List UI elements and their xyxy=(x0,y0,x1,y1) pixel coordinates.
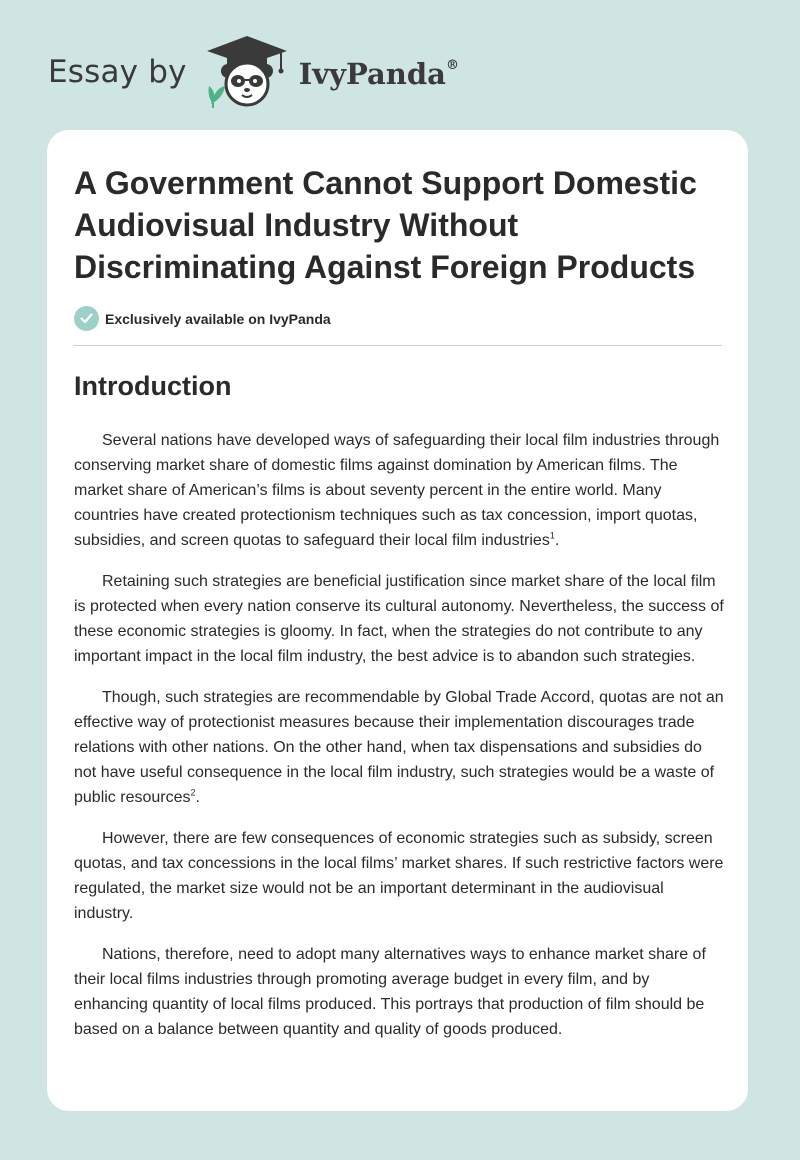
essay-by-label: Essay by xyxy=(48,54,187,90)
brand-name: IvyPanda xyxy=(298,57,446,91)
check-circle-icon xyxy=(74,306,99,331)
paragraph: Retaining such strategies are beneficial justification since market share of the local film is protected when every nation conserve its cultural autonomy. Nevertheless, the success of these economic strategies is gloomy. In fact, when the strategies do not contribute to any important impact in the local film industry, the best advice is to abandon such strategies. xyxy=(74,573,724,665)
footnote-ref[interactable]: 1 xyxy=(549,530,555,541)
essay-card xyxy=(47,130,748,1111)
footnote-ref[interactable]: 2 xyxy=(190,787,196,798)
registered-mark: ® xyxy=(445,58,459,74)
site-header xyxy=(48,34,459,110)
paragraph: Several nations have developed ways of safeguarding their local film industries through conserving market share of domestic films against domination by American films. The market share of American’s films is about seventy percent in the entire world. Many countries have created protectionism techniques such as tax concession, import quotas, subsidies, and screen quotas to safeguard their local film industries$^1$. xyxy=(74,432,720,549)
paragraph: Though, such strategies are recommendable by Global Trade Accord, quotas are not an effective way of protectionist measures because their implementation discourages trade relations with other nations. On the other hand, when tax dispensations and subsidies do not have useful consequence in the local film industry, such strategies would be a waste of public resources$^2$. xyxy=(74,689,724,806)
essay-body xyxy=(74,428,724,1058)
panda-graduate-logo-icon[interactable] xyxy=(201,34,293,110)
exclusive-label: Exclusively available on IvyPanda xyxy=(105,310,331,327)
paragraph: Nations, therefore, need to adopt many alternatives ways to enhance market share of their local films industries through promoting average budget in every film, and by enhancing quantity of local films produced. This portrays that production of film should be based on a balance between quantity and quality of goods produced. xyxy=(74,946,706,1038)
section-heading: Introduction xyxy=(74,371,232,401)
divider xyxy=(74,345,722,346)
paragraph: However, there are few consequences of economic strategies such as subsidy, screen quotas, and tax concessions in the local films’ market shares. If such restrictive factors were regulated, the market size would not be an important determinant in the audiovisual industry. xyxy=(74,830,724,922)
ivypanda-brand-logo[interactable] xyxy=(299,57,459,91)
exclusive-badge xyxy=(74,306,331,331)
essay-title: A Government Cannot Support Domestic Audiovisual Industry Without Discriminating Against Foreign Products xyxy=(74,165,697,285)
